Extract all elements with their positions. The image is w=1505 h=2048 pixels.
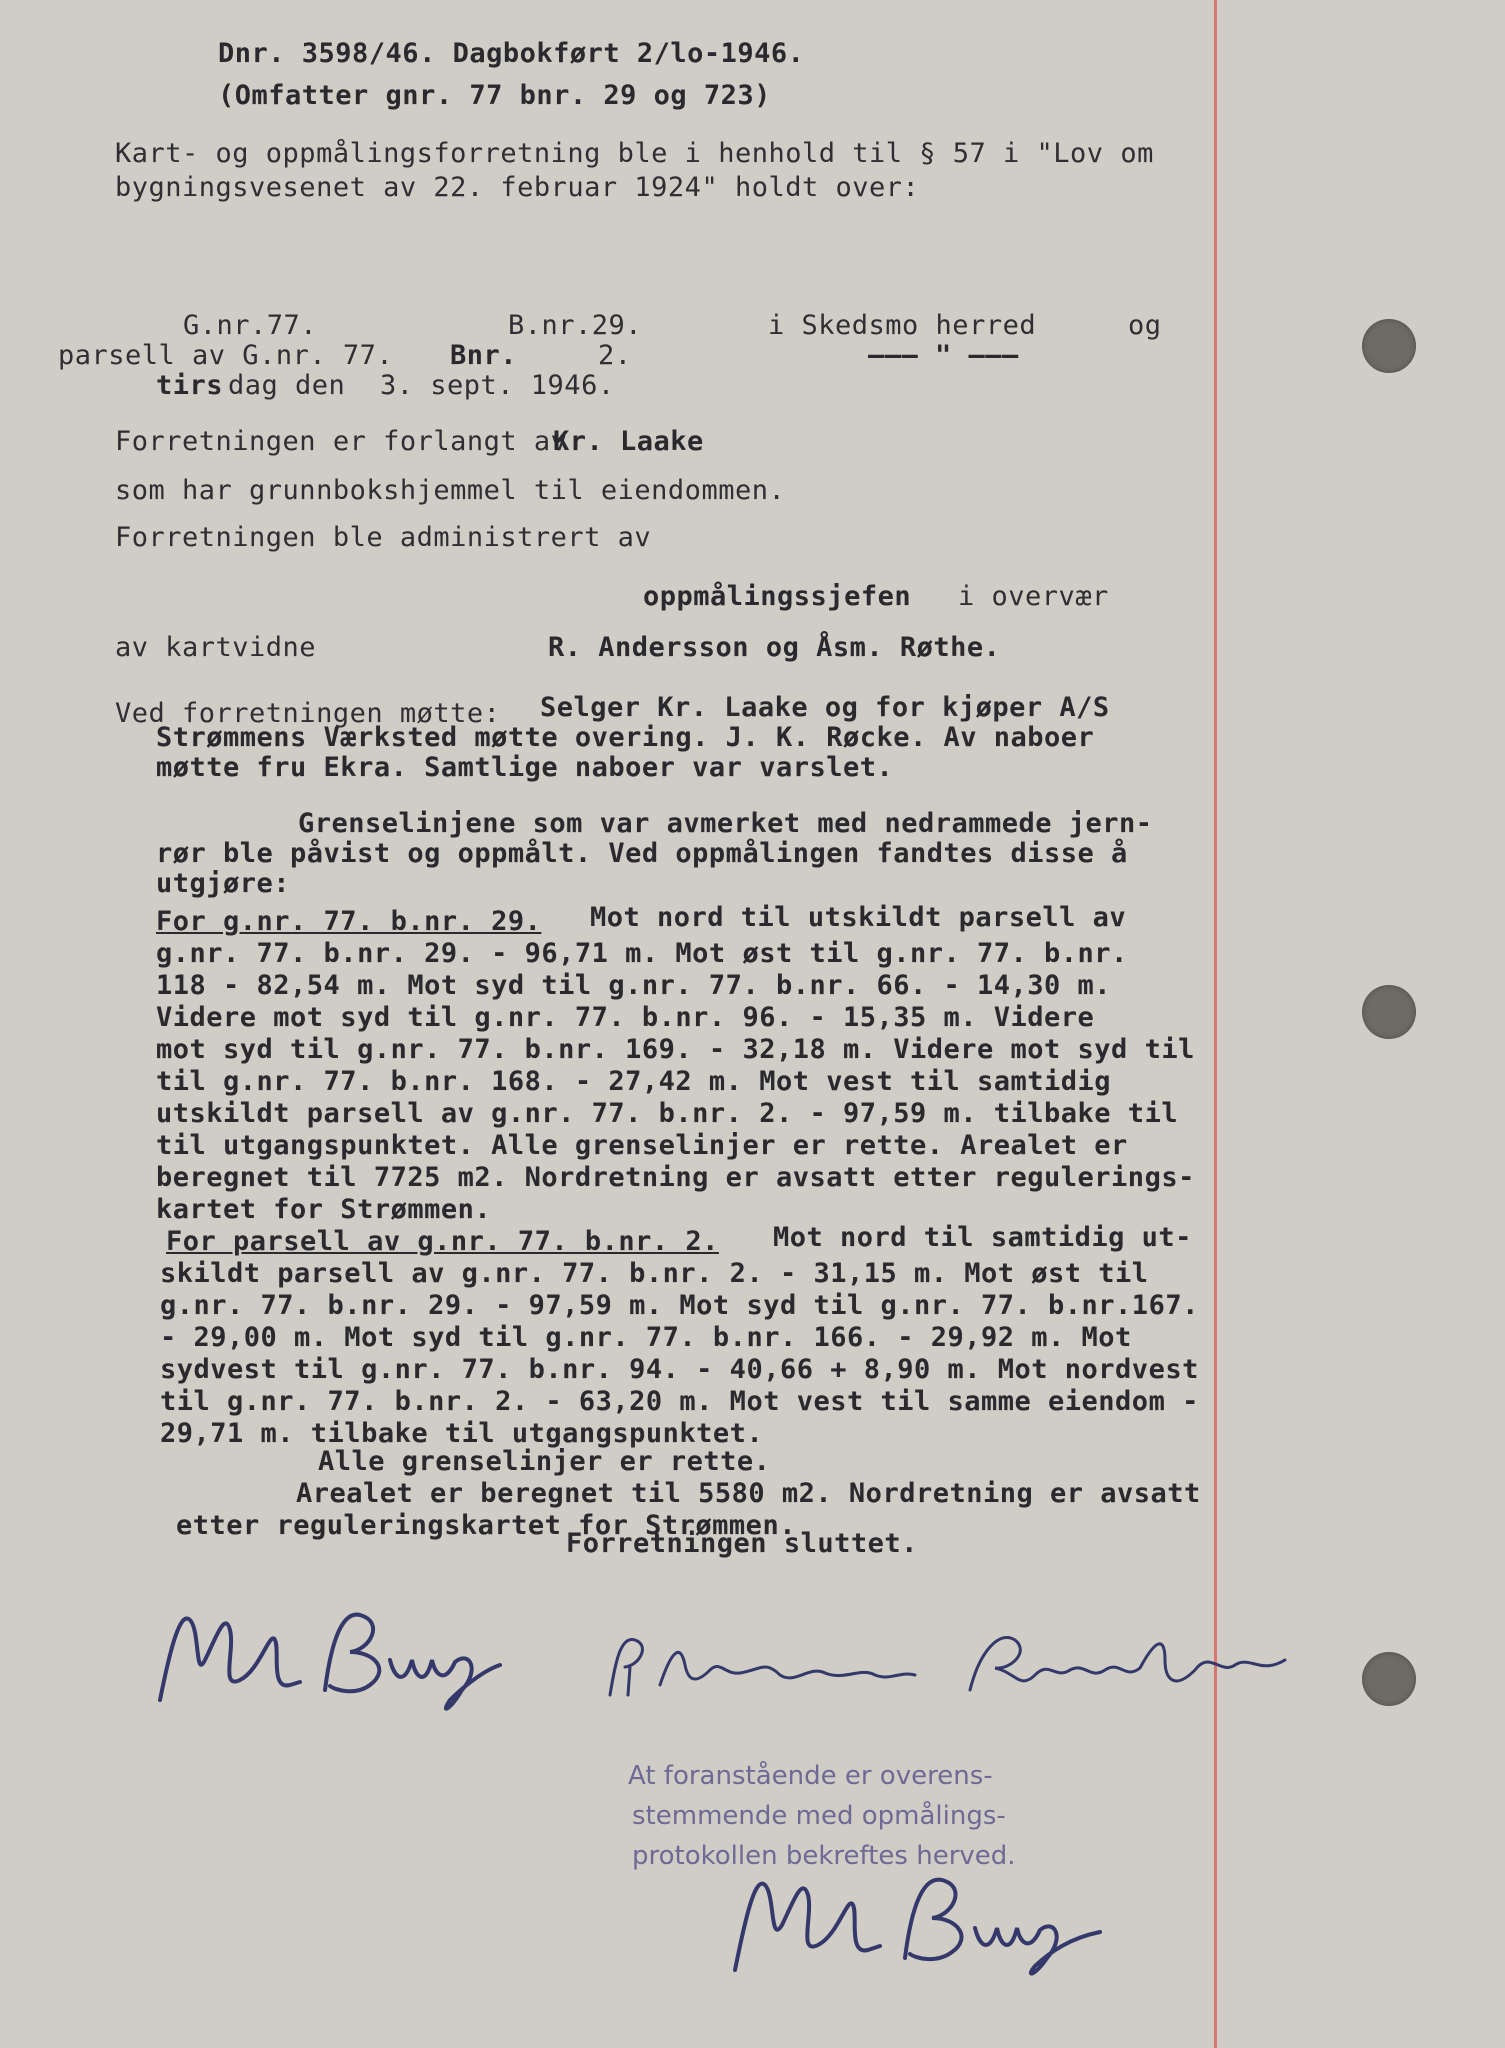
section1-line: g.nr. 77. b.nr. 29. - 96,71 m. Mot øst til g.nr. 77. b.nr. xyxy=(156,938,1128,969)
section1-line: til g.nr. 77. b.nr. 168. - 27,42 m. Mot vest til samtidig xyxy=(156,1066,1112,1097)
requested-label: Forretningen er forlangt av xyxy=(115,426,568,457)
bnr: B.nr.29. xyxy=(508,310,643,341)
signature-rothe xyxy=(960,1620,1300,1710)
section2-heading: For parsell av g.nr. 77. b.nr. 2. xyxy=(166,1226,719,1257)
herred: i Skedsmo herred xyxy=(768,310,1037,341)
parsell-bnr-label: Bnr. xyxy=(450,340,518,371)
date: 3. sept. 1946. xyxy=(380,370,615,401)
boundaries-line-2: rør ble påvist og oppmålt. Ved oppmålingen fandtes disse å xyxy=(156,838,1128,869)
administered-label: Forretningen ble administrert av xyxy=(115,522,652,553)
section2-line: - 29,00 m. Mot syd til g.nr. 77. b.nr. 166. - 29,92 m. Mot xyxy=(160,1322,1132,1353)
ditto-mark: ——— " ——— xyxy=(868,340,1019,371)
punch-hole-top xyxy=(1362,319,1416,373)
punch-hole-middle xyxy=(1362,985,1416,1039)
stamp-line-1: At foranstående er overens- xyxy=(628,1761,993,1791)
parsell-gnr: parsell av G.nr. 77. xyxy=(58,340,394,371)
stamp-line-3: protokollen bekreftes herved. xyxy=(632,1841,1016,1871)
stamp-line-2: stemmende med opmålings- xyxy=(632,1801,1006,1831)
closing-line-1: Alle grenselinjer er rette. xyxy=(318,1446,771,1477)
section2-line: g.nr. 77. b.nr. 29. - 97,59 m. Mot syd til g.nr. 77. b.nr.167. xyxy=(160,1290,1199,1321)
attended-line-1: Selger Kr. Laake og for kjøper A/S xyxy=(540,692,1110,723)
signature-andersson xyxy=(600,1625,930,1705)
signature-berg-confirmation xyxy=(720,1850,1140,1980)
attended-label: Ved forretningen møtte: xyxy=(115,698,501,729)
section1-line: beregnet til 7725 m2. Nordretning er avsatt etter regulerings- xyxy=(156,1162,1195,1193)
parsell-bnr-value: 2. xyxy=(598,340,632,371)
requested-name: Kr. Laake xyxy=(553,426,704,457)
section2-line: til g.nr. 77. b.nr. 2. - 63,20 m. Mot vest til samme eiendom - xyxy=(160,1386,1199,1417)
boundaries-line-1: Grenselinjene som var avmerket med nedrammede jern- xyxy=(298,808,1153,839)
section2-line: 29,71 m. tilbake til utgangspunktet. xyxy=(160,1418,764,1449)
business-ended: Forretningen sluttet. xyxy=(566,1528,918,1559)
section1-line: Videre mot syd til g.nr. 77. b.nr. 96. - 15,35 m. Videre xyxy=(156,1002,1095,1033)
signature-berg xyxy=(150,1590,530,1720)
intro-line-2: bygningsvesenet av 22. februar 1924" holdt over: xyxy=(115,172,920,203)
covers-note: (Omfatter gnr. 77 bnr. 29 og 723) xyxy=(218,80,771,111)
intro-line-1: Kart- og oppmålingsforretning ble i henhold til § 57 i "Lov om xyxy=(115,138,1154,169)
section1-line: utskildt parsell av g.nr. 77. b.nr. 2. - 97,59 m. tilbake til xyxy=(156,1098,1179,1129)
section1-heading: For g.nr. 77. b.nr. 29. xyxy=(156,906,542,937)
section1-line: mot syd til g.nr. 77. b.nr. 169. - 32,18 m. Videre mot syd til xyxy=(156,1034,1195,1065)
section1-line: til utgangspunktet. Alle grenselinjer er rette. Arealet er xyxy=(156,1130,1128,1161)
gnr: G.nr.77. xyxy=(183,310,318,341)
boundaries-line-3: utgjøre: xyxy=(156,868,291,899)
hjemmel-line: som har grunnbokshjemmel til eiendommen. xyxy=(115,475,786,506)
section2-line: sydvest til g.nr. 77. b.nr. 94. - 40,66 + 8,90 m. Mot nordvest xyxy=(160,1354,1199,1385)
closing-line-2: Arealet er beregnet til 5580 m2. Nordretning er avsatt xyxy=(296,1478,1201,1509)
kartvidne-label: av kartvidne xyxy=(115,632,317,663)
weekday-prefix: tirs xyxy=(156,370,224,401)
kartvidne-names: R. Andersson og Åsm. Røthe. xyxy=(548,632,1001,663)
og-word: og xyxy=(1128,310,1162,341)
red-margin-line xyxy=(1214,0,1217,2048)
section1-line: kartet for Strømmen. xyxy=(156,1194,492,1225)
closing-line-3: etter reguleringskartet for Strømmen. xyxy=(176,1510,796,1541)
overvaer: i overvær xyxy=(958,581,1109,612)
administered-by: oppmålingssjefen xyxy=(643,581,912,612)
punch-hole-bottom xyxy=(1362,1652,1416,1706)
attended-line-3: møtte fru Ekra. Samtlige naboer var varslet. xyxy=(156,752,894,783)
attended-line-2: Strømmens Værksted møtte overing. J. K. Røcke. Av naboer xyxy=(156,722,1095,753)
weekday-suffix: dag den xyxy=(228,370,346,401)
journal-number: Dnr. 3598/46. Dagbokført 2/lo-1946. xyxy=(218,38,805,69)
section2-line: Mot nord til samtidig ut- xyxy=(773,1222,1192,1253)
section1-line: 118 - 82,54 m. Mot syd til g.nr. 77. b.nr. 66. - 14,30 m. xyxy=(156,970,1112,1001)
section1-line: Mot nord til utskildt parsell av xyxy=(590,902,1127,933)
section2-line: skildt parsell av g.nr. 77. b.nr. 2. - 31,15 m. Mot øst til xyxy=(160,1258,1149,1289)
